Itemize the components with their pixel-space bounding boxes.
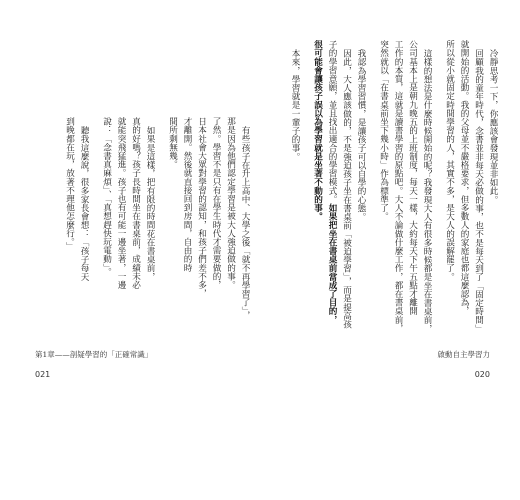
text-column: 如果是這樣，把有限的時間花在書桌前， [145,125,155,281]
text-column: 這樣的想法是什麼時候開始的呢？我發現大人有很多時候都是坐在書桌前， [422,48,432,333]
text-column: 到晚都在玩，放著不理他怎麼行。」 [64,117,75,251]
text-column: 真的好嗎？孩子長時間坐在書桌前，成績未必 [130,117,141,289]
emphasis-column: 很可能會讓孩子誤以為學習就是坐著不動的事。 [312,40,323,221]
text-column: 了然。學習不是只有在學生時代才需要做的， [211,117,221,289]
text-column: 工作的本質，這就是讀書學習的原點吧。大人不論做什麼工作，都在書桌前， [393,40,403,333]
text-column: 突然就以「在書桌前坐下幾小時」作為標準了。 [378,40,389,221]
text-column: 才離開。然後就直接回到房間，自由的時 [182,117,192,272]
text-column: 就能突飛猛進。孩子也有可能一邊坐著，一邊 [116,117,126,289]
text-column: 所以從小就固定時間學習的人，其實不多，是大人的誤解罷了。 [444,40,455,281]
page-number-left: 021 [35,370,51,379]
text-column: 我認為學習習慣，是讓孩子可以自學的心態。 [356,48,366,221]
book-title-running-footer: 啟動自主學習力 [437,350,490,359]
text-column: 因此，大人應該做的，不是強迫孩子坐在書桌前「被迫學習」，而是提高孩 [341,48,352,329]
emphasis-text: 如果把坐在書桌前當成了目的， [327,203,337,324]
text-column: 本來，學習就是一輩子的事。 [290,48,300,161]
text-column: 公司基本上是朝九晚五的上班制度，每天一樣，大約每天下午五點才離開 [407,40,418,316]
text-column: 聽我這麼說，很多家長會想：「孩子每天 [79,125,89,281]
page-right-body [288,40,501,332]
text-column: 日本社會大眾對學習的認知，和孩子們差不多， [196,117,207,298]
column-text: 子的學習意願，並且找出適合的學習模式。 [327,40,337,204]
page-number-right: 020 [474,370,490,379]
text-column: 回顧我的童年時代，念書並非每天必做的事，也不是每天到了「固定時間」 [473,48,484,333]
text-column: 間所剩無幾。 [167,117,178,169]
text-column [325,40,340,324]
chapter-running-footer: 第1章——剖疑學習的「正確常識」 [35,350,153,359]
text-column: 就開始的活動。我的父母並不嚴格要求，但多數人的家庭也都這麼認為， [459,40,469,316]
text-column: 那是因為他們認定學習是被大人強迫做的事。 [225,117,236,289]
text-column: 說：「念書真麻煩」、「真想趕快玩電動」。 [101,117,112,277]
text-column: 有些孩子在升上高中、大學之後「就不再學習了」， [240,125,250,320]
page-left-body [62,117,252,319]
text-column: 冷靜思考一下，你應該會發現並非如此。 [488,48,498,204]
